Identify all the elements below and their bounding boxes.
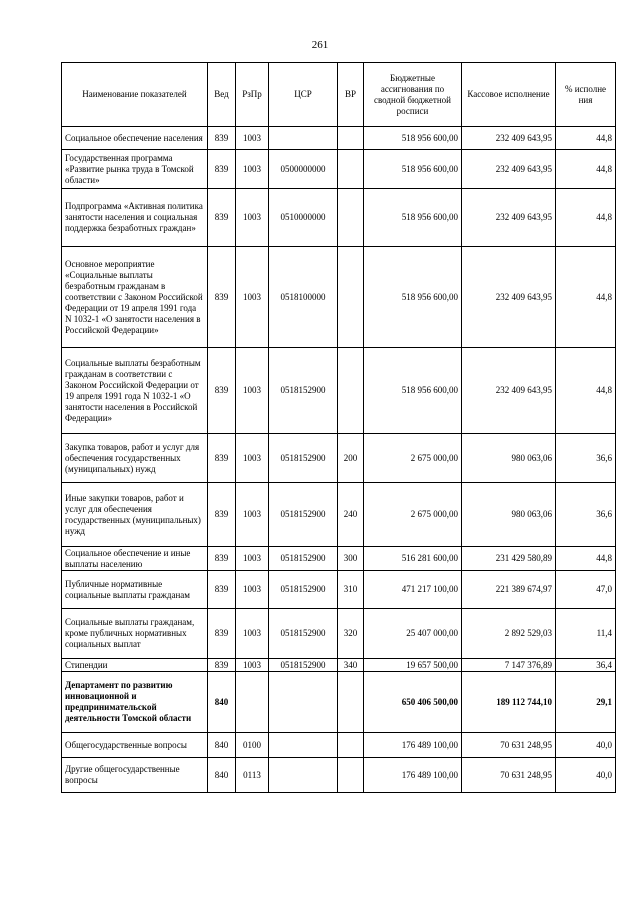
header-rzpr: РзПр [236,63,269,127]
cell-kassa: 232 409 643,95 [462,189,556,247]
cell-vr: 340 [338,659,364,672]
cell-vr [338,247,364,348]
table-row [62,150,616,189]
cell-vr: 300 [338,547,364,571]
cell-ved: 840 [208,672,236,733]
cell-percent: 36,6 [556,483,616,547]
cell-kassa: 70 631 248,95 [462,733,556,758]
cell-csr [269,127,338,150]
cell-budget: 176 489 100,00 [364,733,462,758]
cell-name: Департамент по развитию инновационной и предпринимательской деятельности Томской области [62,672,208,733]
cell-percent: 44,8 [556,150,616,189]
cell-csr: 0510000000 [269,189,338,247]
cell-csr: 0518152900 [269,571,338,609]
cell-kassa: 980 063,06 [462,483,556,547]
cell-rzpr: 1003 [236,150,269,189]
cell-percent: 44,8 [556,127,616,150]
cell-csr: 0500000000 [269,150,338,189]
cell-ved: 840 [208,758,236,793]
cell-percent: 44,8 [556,348,616,434]
table-row [62,758,616,793]
table-row [62,127,616,150]
cell-rzpr: 1003 [236,247,269,348]
header-budget: Бюджетные ассигнования по сводной бюджетной росписи [364,63,462,127]
cell-percent: 47,0 [556,571,616,609]
cell-kassa: 70 631 248,95 [462,758,556,793]
cell-kassa: 221 389 674,97 [462,571,556,609]
cell-vr: 240 [338,483,364,547]
cell-name: Государственная программа «Развитие рынка труда в Томской области» [62,150,208,189]
cell-ved: 839 [208,547,236,571]
table-row [62,189,616,247]
cell-ved: 840 [208,733,236,758]
cell-percent: 44,8 [556,189,616,247]
cell-ved: 839 [208,434,236,483]
cell-ved: 839 [208,150,236,189]
cell-name: Другие общегосударственные вопросы [62,758,208,793]
cell-rzpr [236,672,269,733]
header-ved: Вед [208,63,236,127]
cell-kassa: 7 147 376,89 [462,659,556,672]
table-row [62,348,616,434]
cell-vr [338,733,364,758]
header-csr: ЦСР [269,63,338,127]
cell-name: Подпрограмма «Активная политика занятости населения и социальная поддержка безработных граждан» [62,189,208,247]
cell-vr: 310 [338,571,364,609]
budget-table [61,62,616,793]
cell-rzpr: 1003 [236,659,269,672]
cell-kassa: 232 409 643,95 [462,150,556,189]
cell-vr [338,672,364,733]
cell-rzpr: 0113 [236,758,269,793]
cell-percent: 40,0 [556,758,616,793]
cell-kassa: 2 892 529,03 [462,609,556,659]
table-body [62,127,616,793]
cell-budget: 2 675 000,00 [364,483,462,547]
cell-ved: 839 [208,609,236,659]
cell-rzpr: 1003 [236,571,269,609]
cell-budget: 516 281 600,00 [364,547,462,571]
page-number: 261 [311,39,329,51]
cell-name: Стипендии [62,659,208,672]
table-header-row [62,63,616,127]
cell-ved: 839 [208,189,236,247]
cell-ved: 839 [208,483,236,547]
cell-rzpr: 1003 [236,483,269,547]
cell-csr: 0518152900 [269,434,338,483]
table-row [62,483,616,547]
cell-percent: 44,8 [556,247,616,348]
table-row [62,659,616,672]
cell-rzpr: 0100 [236,733,269,758]
cell-csr: 0518152900 [269,348,338,434]
cell-rzpr: 1003 [236,609,269,659]
table-row [62,571,616,609]
cell-csr [269,672,338,733]
header-kassa: Кассовое исполнение [462,63,556,127]
header-name: Наименование показателей [62,63,208,127]
cell-vr [338,150,364,189]
cell-budget: 19 657 500,00 [364,659,462,672]
cell-vr [338,348,364,434]
cell-percent: 36,6 [556,434,616,483]
cell-rzpr: 1003 [236,189,269,247]
cell-budget: 518 956 600,00 [364,150,462,189]
cell-csr: 0518152900 [269,659,338,672]
table-row [62,733,616,758]
cell-kassa: 232 409 643,95 [462,348,556,434]
cell-vr: 320 [338,609,364,659]
cell-name: Публичные нормативные социальные выплаты гражданам [62,571,208,609]
cell-csr: 0518152900 [269,483,338,547]
table-row [62,547,616,571]
cell-ved: 839 [208,348,236,434]
cell-kassa: 231 429 580,89 [462,547,556,571]
cell-name: Социальные выплаты безработным гражданам в соответствии с Законом Российской Федерации от 19 апреля 1991 года N 1032-1 «О занятости населения в Российской Федерации» [62,348,208,434]
cell-name: Социальные выплаты гражданам, кроме публичных нормативных социальных выплат [62,609,208,659]
cell-vr: 200 [338,434,364,483]
cell-percent: 29,1 [556,672,616,733]
cell-percent: 36,4 [556,659,616,672]
cell-ved: 839 [208,659,236,672]
cell-kassa: 980 063,06 [462,434,556,483]
header-percent: % исполне ния [556,63,616,127]
header-vr: ВР [338,63,364,127]
cell-ved: 839 [208,247,236,348]
cell-name: Основное мероприятие «Социальные выплаты безработным гражданам в соответствии с Законом Российской Федерации от 19 апреля 1991 года N 1032-1 «О занятости населения в Российской Федерации» [62,247,208,348]
cell-budget: 518 956 600,00 [364,348,462,434]
cell-budget: 518 956 600,00 [364,189,462,247]
cell-vr [338,127,364,150]
table-row [62,247,616,348]
cell-name: Социальное обеспечение и иные выплаты населению [62,547,208,571]
cell-kassa: 232 409 643,95 [462,127,556,150]
cell-vr [338,189,364,247]
table-row [62,434,616,483]
cell-csr: 0518152900 [269,547,338,571]
cell-budget: 25 407 000,00 [364,609,462,659]
cell-kassa: 232 409 643,95 [462,247,556,348]
cell-ved: 839 [208,127,236,150]
cell-budget: 176 489 100,00 [364,758,462,793]
cell-percent: 40,0 [556,733,616,758]
cell-budget: 518 956 600,00 [364,247,462,348]
cell-name: Социальное обеспечение населения [62,127,208,150]
table-row [62,609,616,659]
cell-budget: 518 956 600,00 [364,127,462,150]
cell-name: Иные закупки товаров, работ и услуг для обеспечения государственных (муниципальных) нужд [62,483,208,547]
cell-budget: 2 675 000,00 [364,434,462,483]
cell-rzpr: 1003 [236,547,269,571]
cell-csr [269,733,338,758]
cell-rzpr: 1003 [236,127,269,150]
cell-ved: 839 [208,571,236,609]
cell-name: Общегосударственные вопросы [62,733,208,758]
cell-rzpr: 1003 [236,348,269,434]
cell-budget: 650 406 500,00 [364,672,462,733]
cell-rzpr: 1003 [236,434,269,483]
cell-vr [338,758,364,793]
cell-budget: 471 217 100,00 [364,571,462,609]
cell-csr: 0518152900 [269,609,338,659]
table-row [62,672,616,733]
cell-name: Закупка товаров, работ и услуг для обеспечения государственных (муниципальных) нужд [62,434,208,483]
cell-csr: 0518100000 [269,247,338,348]
cell-kassa: 189 112 744,10 [462,672,556,733]
cell-csr [269,758,338,793]
cell-percent: 11,4 [556,609,616,659]
cell-percent: 44,8 [556,547,616,571]
